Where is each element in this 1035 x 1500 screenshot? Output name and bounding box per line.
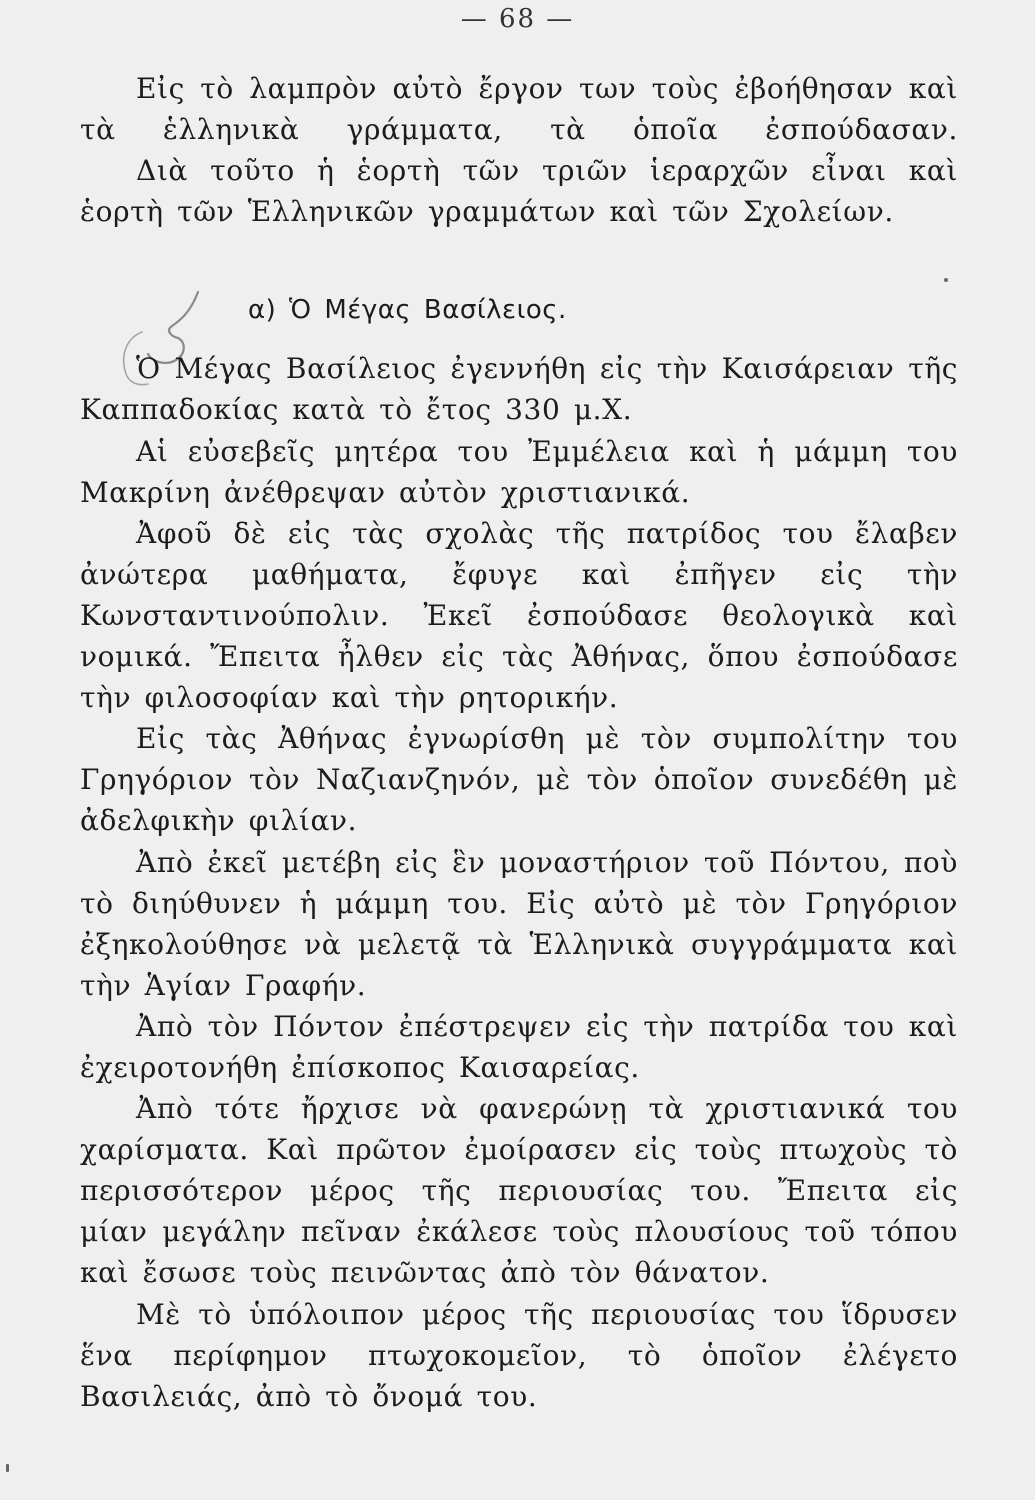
paragraph: Ἀπὸ ἐκεῖ μετέβη εἰς ἓν μοναστήριον τοῦ Πόντου, ποὺ τὸ διηύθυνεν ἡ μάμμη του. Εἰς αὐτὸ μὲ τὸν Γρηγόριον ἐξηκολούθησε νὰ μελετᾷ τὰ Ἑλληνικὰ συγγράμματα καὶ τὴν Ἁγίαν Γραφήν.	[80, 845, 958, 1002]
paragraph: Μὲ τὸ ὑπόλοιπον μέρος τῆς περιουσίας του ἵδρυσεν ἕνα περίφημον πτωχοκομεῖον, τὸ ὁποῖον ἐλέγετο Βασιλειάς, ἀπὸ τὸ ὄνομά του.	[80, 1297, 958, 1413]
paragraph: Ἀπὸ τότε ἤρχισε νὰ φανερώνῃ τὰ χριστιανικά του χαρίσματα. Καὶ πρῶτον ἐμοίρασεν εἰς τοὺς πτωχοὺς τὸ περισσότερον μέρος τῆς περιουσίας του. Ἔπειτα εἰς μίαν μεγάλην πεῖναν ἐκάλεσε τοὺς πλουσίους τοῦ τόπου καὶ ἔσωσε τοὺς πεινῶντας ἀπὸ τὸν θάνατον.	[80, 1092, 958, 1290]
paragraph: Ἀφοῦ δὲ εἰς τὰς σχολὰς τῆς πατρίδος του ἔλαβεν ἀνώτερα μαθήματα, ἔφυγε καὶ ἐπῆγεν εἰς τὴν Κωνσταντινούπολιν. Ἐκεῖ ἐσπούδασε θεολογικὰ καὶ νομικά. Ἔπειτα ἦλθεν εἰς τὰς Ἀθήνας, ὅπου ἐσπούδασε τὴν φιλοσοφίαν καὶ τὴν ρητορικήν.	[80, 516, 958, 715]
paragraph: Ὁ Μέγας Βασίλειος ἐγεννήθη εἰς τὴν Καισάρειαν τῆς Καππαδοκίας κατὰ τὸ ἔτος 330 μ.Χ.	[80, 352, 958, 427]
section-heading: α) Ὁ Μέγας Βασίλειος.	[248, 295, 567, 326]
paragraph: Ἀπὸ τὸν Πόντον ἐπέστρεψεν εἰς τὴν πατρίδα του καὶ ἐχειροτονήθη ἐπίσκοπος Καισαρείας.	[80, 1009, 958, 1084]
page-number: — 68 —	[460, 4, 575, 34]
paragraph: Εἰς τὸ λαμπρὸν αὐτὸ ἔργον των τοὺς ἐβοήθησαν καὶ τὰ ἑλληνικὰ γράμματα, τὰ ὁποῖα ἐσπούδασαν.	[80, 72, 958, 147]
paragraph: Διὰ τοῦτο ἡ ἑορτὴ τῶν τριῶν ἱεραρχῶν εἶναι καὶ ἑορτὴ τῶν Ἑλληνικῶν γραμμάτων καὶ τῶν Σχολείων.	[80, 154, 958, 229]
paragraph: Εἰς τὰς Ἀθήνας ἐγνωρίσθη μὲ τὸν συμπολίτην του Γρηγόριον τὸν Ναζιανζηνόν, μὲ τὸν ὁποῖον συνεδέθη μὲ ἀδελφικὴν φιλίαν.	[80, 722, 958, 838]
paragraph: Αἱ εὐσεβεῖς μητέρα του Ἐμμέλεια καὶ ἡ μάμμη του Μακρίνη ἀνέθρεψαν αὐτὸν χριστιανικά.	[80, 434, 958, 509]
page-body	[80, 68, 958, 1417]
margin-speck	[6, 1464, 9, 1472]
